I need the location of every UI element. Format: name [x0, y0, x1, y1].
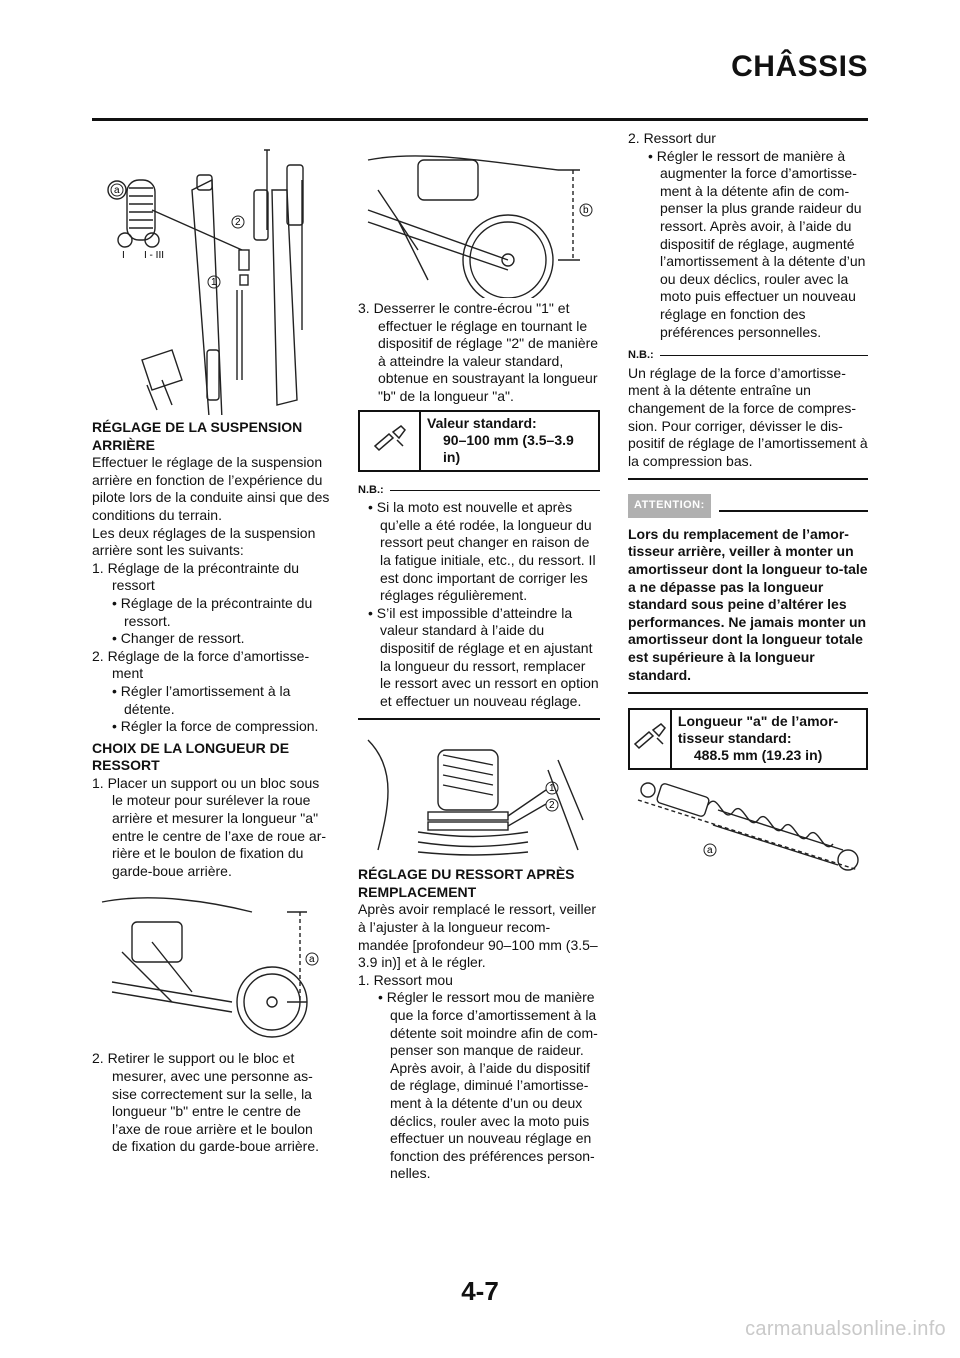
bullet-preload: • Réglage de la précontrainte du ressort.: [112, 594, 313, 629]
bullet-rebound: • Régler l’amortissement à la détente.: [112, 682, 291, 717]
spec-value-shock: 488.5 mm (19.23 in): [693, 747, 823, 764]
position-I-III: I - III: [144, 250, 164, 261]
shock-locknut-diagram: [358, 730, 600, 860]
rear-shock-diagram: [628, 780, 868, 900]
bullet-soft-spring: • Régler le ressort mou de manière que la force d’amortissement à la détente soit moindre afin de com-penser son manque de raideur. Après avoir, à l’aide du dispositif de réglage, diminué l’amortisse-ment à la détente d’un ou deux déclics, rouler avec la moto puis effectuer un nouveau réglage en fonction des préférences person-nelles.: [378, 989, 598, 1182]
list-item-2: 2. Réglage de la force d’amortisse-ment: [92, 647, 310, 682]
paragraph-two-settings: Les deux réglages de la suspension arrière sont les suivants:: [92, 524, 316, 559]
list-item-1: 1. Réglage de la précontrainte du ressort: [92, 559, 300, 594]
section-title: CHÂSSIS: [731, 50, 868, 83]
wrench-icon: [630, 710, 672, 768]
heading-after-replacement: RÉGLAGE DU RESSORT APRÈS REMPLACEMENT: [358, 866, 575, 900]
note-text-col3: Un réglage de la force d’amortisse-ment à la détente entraîne un changement de la force de compres-sion. Pour corriger, dévisser le dis-positif de réglage de l’amortissement à la compression bas.: [628, 364, 868, 469]
note-heading-col3: N.B.:: [628, 347, 868, 365]
fig-label-a: a: [114, 185, 120, 196]
callout-1: 1: [211, 277, 217, 288]
note-divider-col3: [628, 478, 868, 480]
paragraph-after-replacement: Après avoir remplacé le ressort, veiller à l’ajuster à la longueur recom-mandée [profondeur 90–100 mm (3.5–3.9 in)] et à le régler.: [358, 901, 598, 971]
note-divider: [358, 718, 600, 720]
header-rule: [92, 118, 868, 121]
fig-label-b: b: [583, 205, 589, 216]
step-1: 1. Placer un support ou un bloc sous le moteur pour surélever la roue arrière et mesurer la longueur "a" entre le centre de l’axe de roue ar-rière et le boulon de fixation du garde-boue arrière.: [92, 774, 327, 879]
list-hard-spring: 2. Ressort dur: [628, 130, 716, 146]
attention-heading: [628, 494, 868, 518]
callout-adjuster: 2: [549, 800, 555, 812]
spec-box-shock-length: [628, 708, 868, 770]
spec-box-standard-value: [358, 410, 600, 472]
column-1: [92, 130, 332, 1156]
note-heading: N.B.:: [358, 482, 600, 500]
step-3: 3. Desserrer le contre-écrou "1" et effectuer le réglage en tournant le dispositif de réglage "2" de manière à atteindre la valeur standard, obtenue en soustrayant la longueur "b" de la longueur "a".: [358, 300, 599, 404]
heading-rear-suspension: RÉGLAGE DE LA SUSPENSION ARRIÈRE: [92, 419, 303, 453]
column-2: [358, 130, 600, 1183]
spec-value: 90–100 mm (3.5–3.9 in): [443, 431, 574, 465]
wrench-icon: [360, 412, 421, 470]
fig-label-a-col1: a: [309, 954, 315, 966]
step-2: 2. Retirer le support ou le bloc et mesurer, avec une personne as-sise correctement sur la selle, la longueur "b" entre le centre de l’axe de roue arrière et le boulon de fixation du garde-boue arrière.: [92, 1050, 320, 1155]
note-bullet-1: • Si la moto est nouvelle et après qu’elle a été rodée, la longueur du ressort peut changer en raison de la fatigue initiale, etc., du ressort. Il est donc important de corriger les réglages régulièrement.: [368, 499, 596, 604]
bullet-hard-spring: • Régler le ressort de manière à augmenter la force d’amortisse-ment à la détente afin de com-penser la plus grande raideur du ressort. Après avoir, à l’aide du dispositif de réglage, augmenté l’amortissement à la détente d’un ou deux déclics, rouler avec la moto puis effectuer un nouveau réglage en fonction des préférences personnelles.: [648, 147, 866, 340]
front-fork-diagram: [92, 130, 332, 415]
motorcycle-measure-b-diagram: [358, 130, 600, 298]
bullet-change-spring: • Changer de ressort.: [112, 630, 245, 647]
callout-locknut: 1: [549, 783, 555, 795]
note-bullet-2: • S’il est impossible d’atteindre la valeur standard à l’aide du dispositif de réglage et en ajustant la longueur du ressort, remplacer le ressort avec un ressort en option et effectuer un nouveau réglage.: [368, 604, 599, 709]
bullet-compression: • Régler la force de compression.: [112, 718, 319, 735]
attention-text: Lors du remplacement de l’amor-tisseur arrière, veiller à monter un amortisseur dont la longueur to-tale a ne dépasse pas la longueur standard sous peine d’altérer les performances. Ne jamais monter un amortisseur dont la longueur totale est supérieure à la longueur standard.: [628, 525, 868, 683]
spec-label-shock: Longueur "a" de l’amor-tisseur standard:: [677, 713, 839, 747]
attention-divider: [628, 692, 868, 694]
motorcycle-measure-a-diagram: [92, 892, 332, 1042]
callout-2: 2: [235, 217, 241, 228]
page-number: 4-7: [461, 1276, 499, 1306]
spec-label: Valeur standard:: [427, 414, 537, 431]
paragraph-intro: Effectuer le réglage de la suspension arrière en fonction de l’expérience du pilote lors de la conduite ainsi que des conditions du terrain.: [92, 454, 330, 523]
heading-spring-length: CHOIX DE LA LONGUEUR DE RESSORT: [92, 739, 290, 774]
list-soft-spring: 1. Ressort mou: [358, 971, 453, 988]
watermark: carmanualsonline.info: [745, 1318, 946, 1340]
fig-label-a-shock: a: [707, 845, 713, 857]
position-I: I: [122, 250, 125, 261]
column-3: [628, 130, 868, 900]
attention-badge: ATTENTION:: [628, 494, 711, 518]
